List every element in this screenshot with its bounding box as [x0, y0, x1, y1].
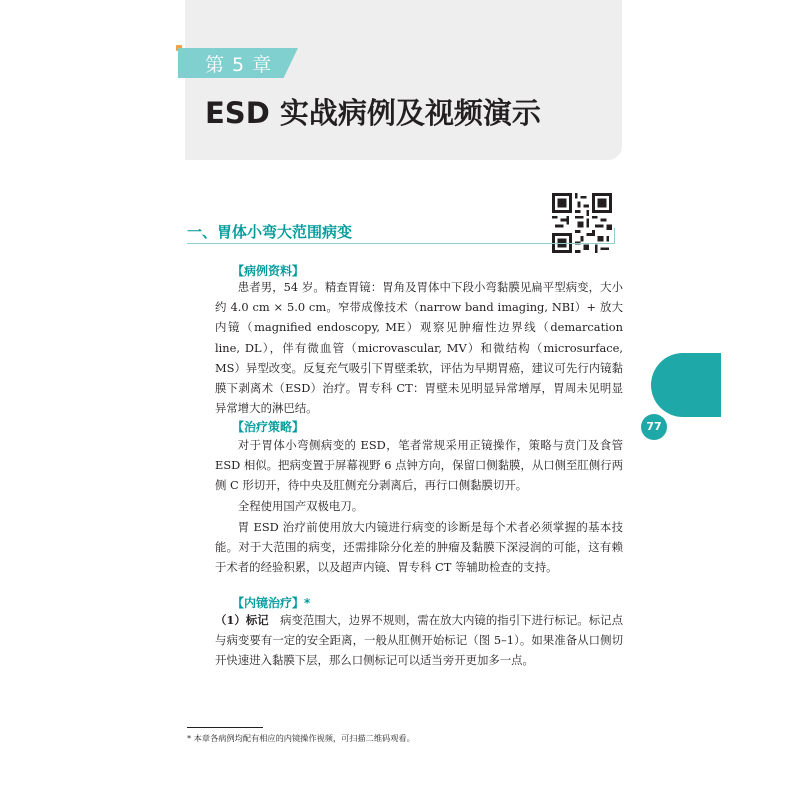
strategy-paragraph-1: 对于胃体小弯侧病变的 ESD，笔者常规采用正镜操作，策略与贲门及食管 ESD 相似。把病变置于屏幕视野 6 点钟方向，保留口侧黏膜，从口侧至肛侧行两侧 C 形切开，待中央及肛侧充分剥离后，再行口侧黏膜切开。 [215, 438, 623, 493]
marking-step-label: （1）标记 [215, 613, 269, 627]
section-divider-tail [614, 228, 615, 244]
section-divider [187, 243, 615, 244]
marking-paragraph [215, 610, 623, 671]
chapter-label: 第 5 章 [205, 54, 273, 76]
footnote-divider [187, 727, 263, 728]
case-data-text: 患者男，54 岁。精查胃镜：胃角及胃体中下段小弯黏膜见扁平型病变，大小约 4.0 cm × 5.0 cm。窄带成像技术（narrow band imaging, NBI）+ 放大内镜（magnified endoscopy, ME）观察见肿瘤性边界线（demarcation line, DL），伴有微血管（microvascular, MV）和微结构（microsurface, MS）异型改变。反复充气吸引下胃壁柔软，评估为早期胃癌，建议可先行内镜黏膜下剥离术（ESD）治疗。胃专科 CT：胃壁未见明显异常增厚，胃周未见明显异常增大的淋巴结。 [215, 280, 623, 416]
chapter-title: ESD 实战病例及视频演示 [205, 96, 541, 130]
side-thumb-tab [651, 353, 721, 417]
treatment-strategy-heading: 【治疗策略】 [232, 420, 305, 434]
strategy-paragraph-3: 胃 ESD 治疗前使用放大内镜进行病变的诊断是每个术者必须掌握的基本技能。对于大范围的病变，还需排除分化差的肿瘤及黏膜下深浸润的可能，这有赖于术者的经验积累，以及超声内镜、胃专科 CT 等辅助检查的支持。 [215, 520, 623, 575]
footnote: * 本章各病例均配有相应的内镜操作视频，可扫描二维码观看。 [187, 733, 415, 743]
endoscopic-treatment-heading: 【内镜治疗】* [232, 596, 311, 610]
marking-text: 病变范围大，边界不规则，需在放大内镜的指引下进行标记。标记点与病变要有一定的安全距离，一般从肛侧开始标记（图 5–1）。如果准备从口侧切开快速进入黏膜下层，那么口侧标记可以适当旁开更加多一点。 [215, 613, 623, 668]
page-number: 77 [641, 414, 667, 440]
qr-code-icon[interactable] [552, 193, 612, 253]
strategy-paragraph-2: 全程使用国产双极电刀。 [237, 499, 364, 513]
case-data-heading: 【病例资料】 [232, 264, 305, 278]
section-heading: 一、胃体小弯大范围病变 [187, 223, 353, 241]
chapter-header-band [185, 0, 622, 160]
